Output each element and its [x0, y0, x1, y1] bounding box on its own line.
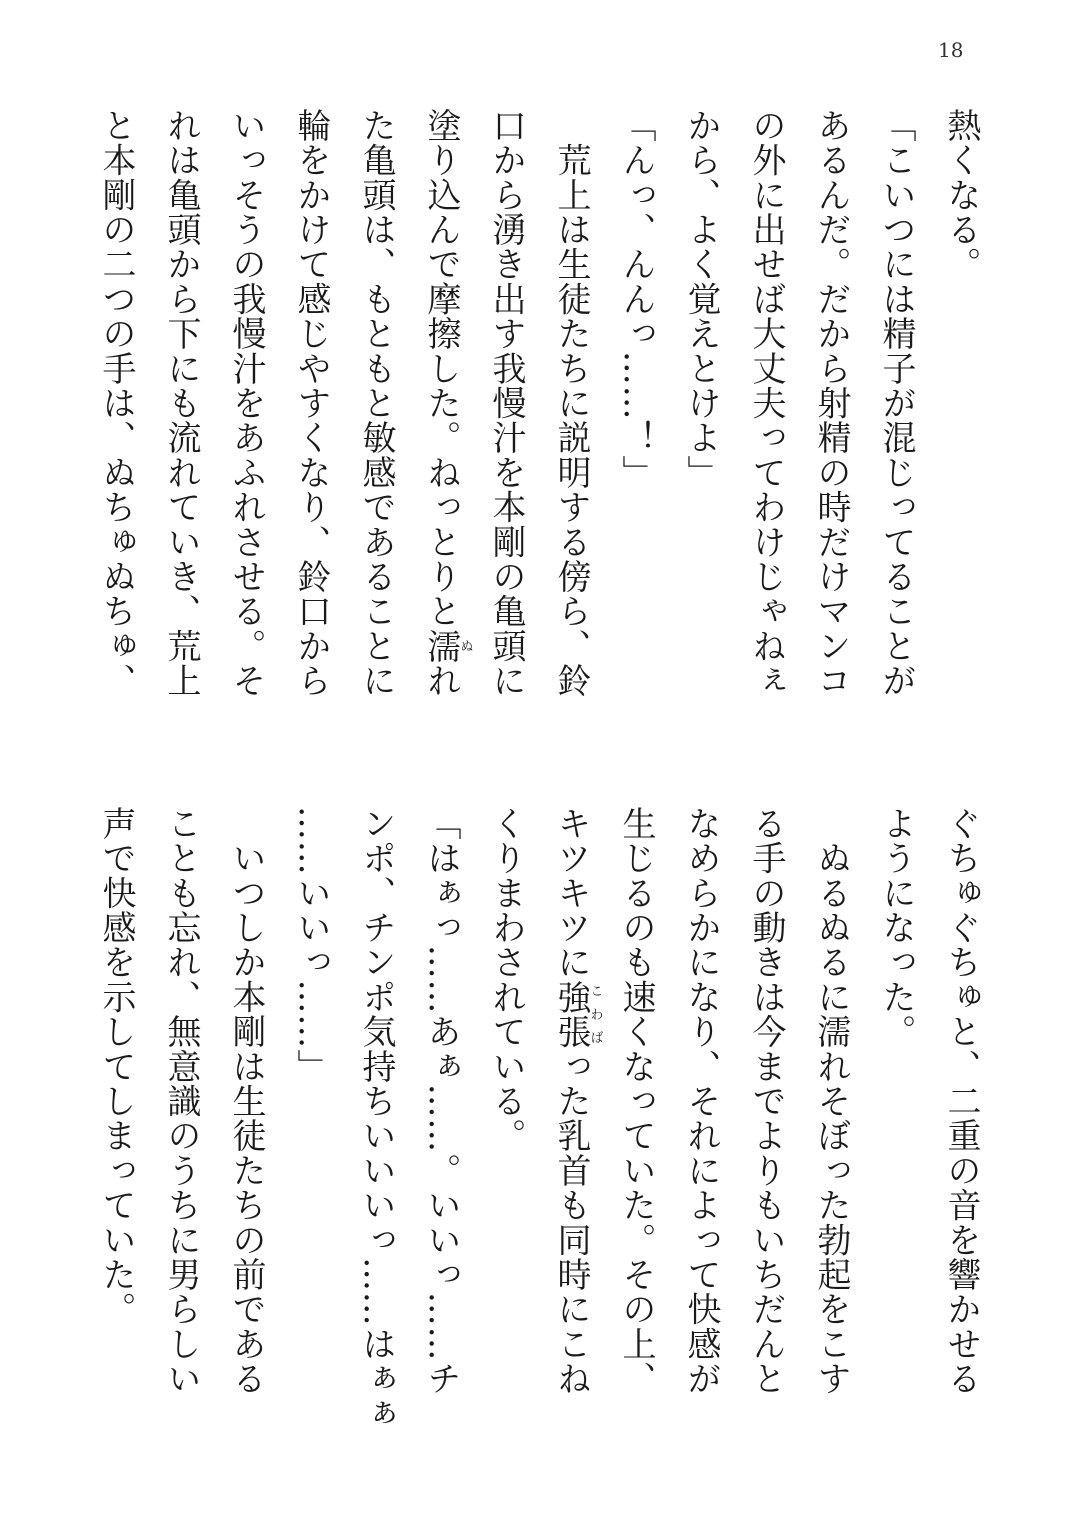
text-column: [733, 108, 798, 748]
text-column: [798, 806, 863, 1446]
text-segment: いっそうの我慢汁をあふれさせる。そ: [226, 108, 266, 698]
text-segment: ……いいっ……」: [291, 806, 331, 1084]
text-column: [148, 806, 213, 1446]
text-column: [343, 108, 408, 748]
text-segment: 声で快感を示してしまっていた。: [96, 806, 136, 1327]
text-segment: から、よく覚えとけよ」: [681, 108, 721, 490]
text-segment: 荒上は生徒たちに説明する傍ら、鈴: [551, 108, 591, 698]
text-column: [408, 806, 473, 1446]
text-segment: の外に出せば大丈夫ってわけじゃねぇ: [746, 108, 786, 698]
text-column: [83, 108, 148, 748]
text-segment: ことも忘れ、無意識のうちに男らしい: [161, 806, 201, 1396]
text-column: [928, 806, 993, 1446]
text-segment: なめらかになり、それによって快感が: [681, 806, 721, 1396]
text-column: [538, 806, 603, 1446]
text-column: [863, 806, 928, 1446]
text-segment: れ: [421, 663, 461, 698]
text-segment: 生じるのも速くなっていた。その上、: [616, 806, 656, 1396]
text-column: [213, 108, 278, 748]
text-block-top: [82, 108, 993, 748]
text-column: [928, 108, 993, 748]
text-segment: れは亀頭から下にも流れていき、荒上: [161, 108, 201, 698]
text-segment: 塗り込んで摩擦した。ねっとりと: [421, 108, 461, 629]
ruby-base: 強張: [551, 979, 591, 1049]
text-column: [83, 806, 148, 1446]
text-segment: 「んっ、んんっ……！」: [616, 108, 656, 490]
text-column: [343, 806, 408, 1446]
text-segment: 輪をかけて感じやすくなり、鈴口から: [291, 108, 331, 698]
text-segment: ようになった。: [876, 806, 916, 1049]
text-segment: る手の動きは今までよりもいちだんと: [746, 806, 786, 1396]
text-segment: あるんだ。だから射精の時だけマンコ: [811, 108, 851, 698]
ruby-word: [421, 628, 473, 664]
text-column: [278, 108, 343, 748]
text-segment: キツキツに: [551, 806, 591, 980]
text-column: [733, 806, 798, 1446]
text-column: [603, 806, 668, 1446]
text-column: [473, 108, 538, 748]
text-segment: いつしか本剛は生徒たちの前である: [226, 806, 266, 1396]
page-number: 18: [938, 38, 964, 62]
text-segment: ぐちゅぐちゅと、二重の音を響かせる: [941, 806, 981, 1396]
text-column: [538, 108, 603, 748]
text-segment: った乳首も同時にこね: [551, 1048, 591, 1396]
text-column: [603, 108, 668, 748]
text-segment: ンポ、チンポ気持ちいいいっ……はぁぁ: [356, 806, 396, 1431]
text-column: [668, 108, 733, 748]
text-segment: 「はぁっ……あぁ……。いいっ……チ: [421, 806, 461, 1396]
text-segment: 熱くなる。: [941, 108, 981, 282]
text-column: [668, 806, 733, 1446]
ruby-base: 濡: [421, 628, 461, 664]
text-segment: くりまわされている。: [486, 806, 526, 1153]
text-column: [278, 806, 343, 1446]
text-column: [213, 806, 278, 1446]
text-segment: 「こいつには精子が混じってることが: [876, 108, 916, 698]
text-column: [798, 108, 863, 748]
ruby-reading: ぬ: [457, 628, 473, 664]
text-block-bottom: [82, 806, 993, 1446]
text-segment: ぬるぬるに濡れそぼった勃起をこす: [811, 806, 851, 1396]
text-segment: と本剛の二つの手は、ぬちゅぬちゅ、: [96, 108, 136, 698]
text-segment: 口から湧き出す我慢汁を本剛の亀頭に: [486, 108, 526, 698]
ruby-word: [551, 979, 603, 1049]
text-column: [863, 108, 928, 748]
text-column: [408, 108, 473, 748]
text-segment: た亀頭は、もともと敏感であることに: [356, 108, 396, 698]
text-column: [473, 806, 538, 1446]
text-column: [148, 108, 213, 748]
ruby-reading: こわば: [587, 979, 603, 1049]
